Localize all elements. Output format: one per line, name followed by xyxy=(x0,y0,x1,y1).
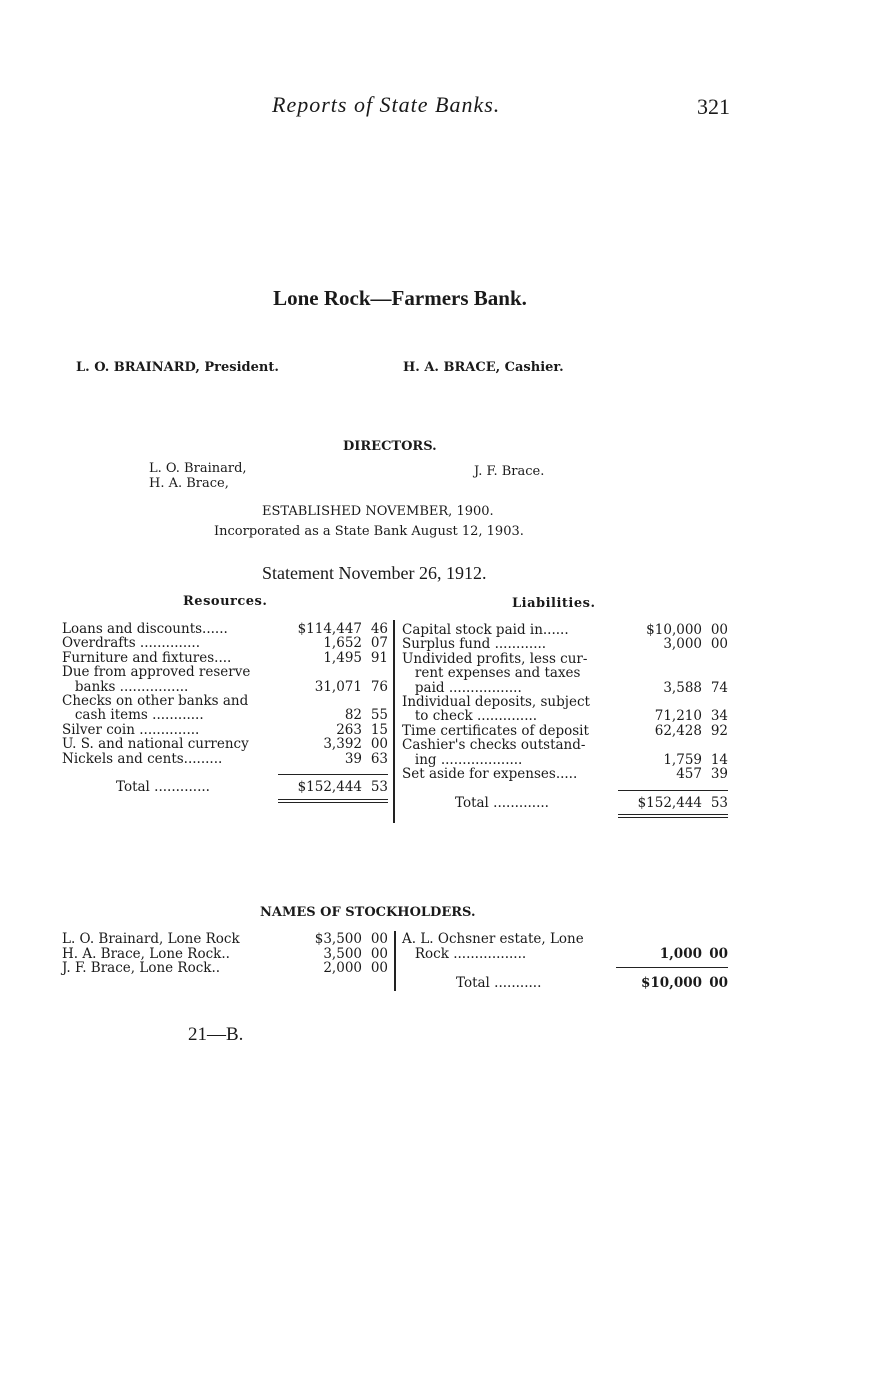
total-amount: $10,000 xyxy=(640,975,702,991)
row-cents: 74 xyxy=(710,679,728,696)
row-cents: 00 xyxy=(370,736,388,753)
total-rule xyxy=(616,967,728,968)
row-cents: 92 xyxy=(710,722,728,739)
row-cents: 00 xyxy=(710,622,728,638)
table-row xyxy=(402,666,732,680)
row-label: Silver coin .............. xyxy=(62,721,200,738)
column-divider xyxy=(393,620,395,823)
row-label: Set aside for expenses..... xyxy=(402,766,578,782)
row-amount: 1,495 xyxy=(323,649,362,666)
row-cents: 00 xyxy=(710,636,728,653)
total-label: Total ............. xyxy=(455,795,549,811)
row-cents: 00 xyxy=(370,945,388,962)
row-label: Cashier's checks outstand- xyxy=(402,737,586,754)
row-label: ing ................... xyxy=(402,751,523,768)
double-rule xyxy=(618,814,728,818)
table-row xyxy=(62,708,392,722)
row-label: Checks on other banks and xyxy=(62,693,249,709)
row-cents: 91 xyxy=(370,649,388,666)
table-row xyxy=(402,637,732,651)
row-cents: 55 xyxy=(370,707,388,724)
row-label: Time certificates of deposit xyxy=(402,722,589,739)
table-row xyxy=(62,680,392,694)
row-amount: 62,428 xyxy=(654,722,702,739)
row-label: Capital stock paid in...... xyxy=(402,622,569,638)
row-label: banks ................ xyxy=(62,678,189,695)
table-row xyxy=(402,932,732,947)
table-row xyxy=(402,738,732,752)
row-amount: 31,071 xyxy=(314,678,362,695)
row-label: paid ................. xyxy=(402,679,522,696)
table-row xyxy=(402,681,732,695)
table-row xyxy=(402,753,732,767)
total-amount: $152,444 xyxy=(637,795,702,811)
row-label: L. O. Brainard, Lone Rock xyxy=(62,931,240,947)
table-row xyxy=(402,709,732,723)
row-amount: 3,588 xyxy=(663,679,702,696)
table-row xyxy=(62,651,392,665)
row-label: H. A. Brace, Lone Rock.. xyxy=(62,945,230,962)
total-amount: $152,444 xyxy=(297,779,362,795)
table-row xyxy=(402,724,732,738)
table-row xyxy=(62,961,392,976)
table-row xyxy=(62,622,392,636)
row-cents: 39 xyxy=(710,766,728,782)
total-label: Total ........... xyxy=(456,975,542,991)
row-cents: 46 xyxy=(370,621,388,637)
row-cents: 14 xyxy=(710,751,728,768)
table-row xyxy=(402,623,732,637)
total-rule xyxy=(278,774,388,775)
row-label: Overdrafts .............. xyxy=(62,635,200,652)
director-name: J. F. Brace. xyxy=(474,464,545,479)
director-name: H. A. Brace, xyxy=(149,476,229,491)
row-amount: 1,759 xyxy=(663,751,702,768)
row-label: Due from approved reserve xyxy=(62,664,251,681)
row-cents: 76 xyxy=(370,678,388,695)
row-amount: 1,000 xyxy=(659,945,702,962)
row-label: Undivided profits, less cur- xyxy=(402,650,588,667)
table-row xyxy=(62,752,392,766)
row-cents: 07 xyxy=(370,635,388,652)
total-rule xyxy=(618,790,728,791)
row-amount: 457 xyxy=(676,766,702,782)
row-amount: 263 xyxy=(336,721,362,738)
row-cents: 63 xyxy=(370,750,388,767)
director-name: L. O. Brainard, xyxy=(149,461,247,476)
signature-mark: 21—B. xyxy=(188,1024,244,1045)
row-cents: 15 xyxy=(370,721,388,738)
total-cents: 53 xyxy=(370,779,388,795)
row-amount: $3,500 xyxy=(314,931,362,947)
bank-title: Lone Rock—Farmers Bank. xyxy=(273,286,527,310)
table-row xyxy=(62,932,392,947)
row-label: Loans and discounts...... xyxy=(62,621,228,637)
total-row xyxy=(402,976,732,991)
row-cents: 00 xyxy=(370,960,388,977)
resources-heading: Resources. xyxy=(183,594,268,609)
stockholders-left xyxy=(62,932,392,982)
stockholders-right xyxy=(402,932,732,994)
page-number: 321 xyxy=(697,94,730,119)
row-amount: 3,000 xyxy=(663,636,702,653)
stockholders-heading: NAMES OF STOCKHOLDERS. xyxy=(260,905,476,920)
table-row xyxy=(402,652,732,666)
total-cents: 53 xyxy=(710,795,728,811)
table-row xyxy=(62,723,392,737)
total-label: Total ............. xyxy=(116,779,210,795)
row-cents: 34 xyxy=(710,708,728,725)
table-row xyxy=(402,695,732,709)
row-amount: $114,447 xyxy=(297,621,362,637)
table-row xyxy=(62,737,392,751)
row-amount: 39 xyxy=(344,750,362,767)
row-label: Nickels and cents......... xyxy=(62,750,223,767)
president-line: L. O. BRAINARD, President. xyxy=(76,360,279,375)
row-label: J. F. Brace, Lone Rock.. xyxy=(62,960,221,977)
statement-title: Statement November 26, 1912. xyxy=(262,563,487,583)
column-divider xyxy=(394,931,396,991)
table-row xyxy=(62,947,392,962)
cashier-line: H. A. BRACE, Cashier. xyxy=(403,360,564,375)
total-cents: 00 xyxy=(709,975,728,991)
row-label: cash items ............ xyxy=(62,707,204,724)
row-amount: 1,652 xyxy=(323,635,362,652)
established-line: ESTABLISHED NOVEMBER, 1900. xyxy=(262,504,494,519)
row-cents: 00 xyxy=(370,931,388,947)
table-row xyxy=(62,665,392,679)
total-row xyxy=(62,780,392,795)
liabilities-heading: Liabilities. xyxy=(512,596,596,611)
row-amount: 3,392 xyxy=(323,736,362,753)
running-title: Reports of State Banks. xyxy=(272,92,501,117)
row-label: Furniture and fixtures.... xyxy=(62,649,232,666)
row-amount: 3,500 xyxy=(323,945,362,962)
directors-heading: DIRECTORS. xyxy=(343,439,437,454)
row-label: U. S. and national currency xyxy=(62,736,249,753)
row-amount: 2,000 xyxy=(323,960,362,977)
row-amount: 82 xyxy=(344,707,362,724)
row-label: A. L. Ochsner estate, Lone xyxy=(402,931,584,947)
row-label: Individual deposits, subject xyxy=(402,694,590,710)
row-amount: $10,000 xyxy=(646,622,702,638)
resources-table xyxy=(62,622,392,822)
row-label: Rock ................. xyxy=(402,945,527,962)
incorporated-line: Incorporated as a State Bank August 12, 1903. xyxy=(214,524,524,539)
row-amount: 71,210 xyxy=(654,708,702,725)
table-row xyxy=(62,694,392,708)
liabilities-table xyxy=(402,623,732,833)
double-rule xyxy=(278,799,388,803)
table-row xyxy=(62,636,392,650)
row-label: rent expenses and taxes xyxy=(402,665,581,682)
table-row xyxy=(402,947,732,962)
total-row xyxy=(402,796,732,811)
row-label: to check .............. xyxy=(402,708,538,725)
row-label: Surplus fund ............ xyxy=(402,636,547,653)
row-cents: 00 xyxy=(709,945,728,962)
table-row xyxy=(402,767,732,781)
